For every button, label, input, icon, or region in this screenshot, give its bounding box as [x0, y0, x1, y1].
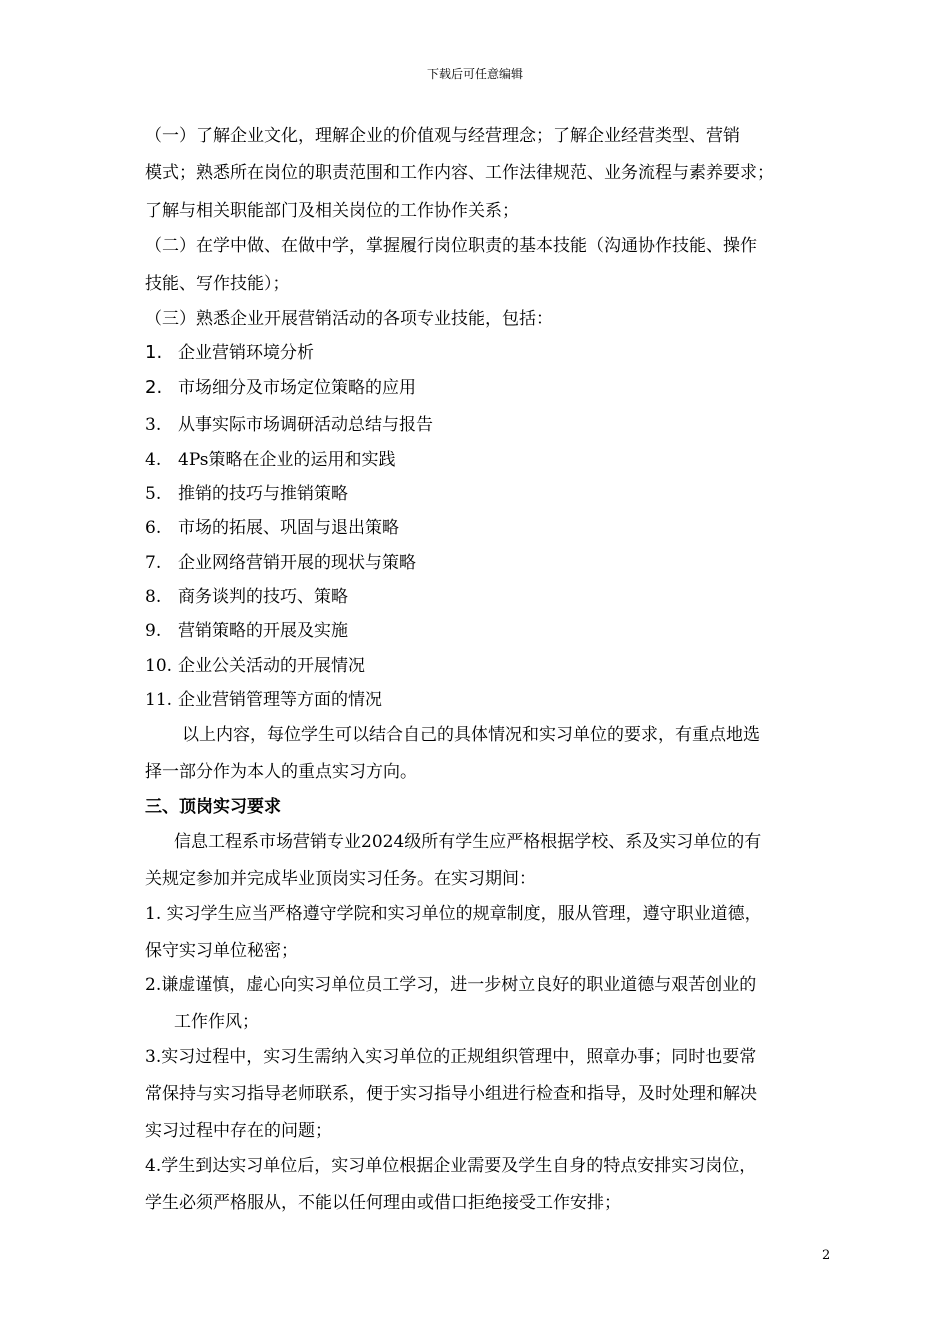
list-item-number: 11.	[145, 690, 173, 710]
rule-2-line-2: 工作作风；	[174, 1012, 259, 1032]
rule-4-line-2: 学生必须严格服从，不能以任何理由或借口拒绝接受工作安排；	[145, 1193, 621, 1213]
list-item	[145, 655, 365, 677]
paragraph-two-line-2: 技能、写作技能）；	[145, 274, 290, 294]
paragraph-one-line-1: （一）了解企业文化，理解企业的价值观与经营理念；了解企业经营类型、营销	[145, 126, 740, 146]
list-item-number: 10.	[145, 656, 173, 676]
list-item-text: 企业营销管理等方面的情况	[178, 690, 382, 710]
intro-line-2: 关规定参加并完成毕业顶岗实习任务。在实习期间：	[145, 869, 536, 889]
list-item-number: 7.	[145, 553, 162, 573]
page-number: 2	[822, 1248, 831, 1263]
list-item-text: 营销策略的开展及实施	[178, 621, 348, 641]
list-item-text: 企业网络营销开展的现状与策略	[178, 553, 416, 573]
list-item	[145, 342, 314, 364]
intro-line-1: 信息工程系市场营销专业2024级所有学生应严格根据学校、系及实习单位的有	[174, 832, 762, 852]
closing-line-2: 择一部分作为本人的重点实习方向。	[145, 762, 417, 782]
list-item-number: 3.	[145, 415, 162, 435]
closing-line-1: 以上内容，每位学生可以结合自己的具体情况和实习单位的要求，有重点地选	[182, 725, 760, 745]
paragraph-one-line-2: 模式；熟悉所在岗位的职责范围和工作内容、工作法律规范、业务流程与素养要求；	[145, 163, 774, 183]
list-item	[145, 586, 348, 608]
list-item-text: 推销的技巧与推销策略	[178, 484, 348, 504]
list-item-number: 6.	[145, 518, 162, 538]
list-item	[145, 552, 416, 574]
rule-3-line-2: 常保持与实习指导老师联系，便于实习指导小组进行检查和指导，及时处理和解决	[145, 1084, 757, 1104]
paragraph-three-line-1: （三）熟悉企业开展营销活动的各项专业技能，包括：	[145, 309, 553, 329]
list-item-text: 市场细分及市场定位策略的应用	[178, 378, 416, 398]
list-item	[145, 377, 416, 399]
list-item-number: 8.	[145, 587, 162, 607]
rule-3-line-1: 3.实习过程中，实习生需纳入实习单位的正规组织管理中，照章办事；同时也要常	[145, 1047, 757, 1067]
list-item-text: 市场的拓展、巩固与退出策略	[178, 518, 399, 538]
section-heading: 三、顶岗实习要求	[145, 797, 281, 817]
list-item-number: 5.	[145, 484, 162, 504]
list-item-text: 企业营销环境分析	[178, 343, 314, 363]
list-item	[145, 517, 399, 539]
list-item	[145, 483, 348, 505]
list-item-text: 4Ps策略在企业的运用和实践	[178, 450, 396, 470]
list-item-number: 9.	[145, 621, 162, 641]
list-item-text: 商务谈判的技巧、策略	[178, 587, 348, 607]
list-item	[145, 689, 382, 711]
list-item	[145, 449, 396, 471]
rule-1-line-1: 1. 实习学生应当严格遵守学院和实习单位的规章制度，服从管理，遵守职业道德，	[145, 904, 762, 924]
list-item-text: 企业公关活动的开展情况	[178, 656, 365, 676]
list-item-number: 1.	[145, 342, 163, 363]
list-item-text: 从事实际市场调研活动总结与报告	[178, 415, 433, 435]
list-item	[145, 620, 348, 642]
rule-3-line-3: 实习过程中存在的问题；	[145, 1121, 332, 1141]
list-item-number: 4.	[145, 450, 162, 470]
list-item-number: 2.	[145, 377, 163, 398]
page-header: 下载后可任意编辑	[426, 67, 523, 81]
rule-1-line-2: 保守实习单位秘密；	[145, 941, 298, 961]
paragraph-one-line-3: 了解与相关职能部门及相关岗位的工作协作关系；	[145, 201, 519, 221]
rule-4-line-1: 4.学生到达实习单位后，实习单位根据企业需要及学生自身的特点安排实习岗位，	[145, 1156, 757, 1176]
paragraph-two-line-1: （二）在学中做、在做中学，掌握履行岗位职责的基本技能（沟通协作技能、操作	[145, 236, 757, 256]
rule-2-line-1: 2.谦虚谨慎，虚心向实习单位员工学习，进一步树立良好的职业道德与艰苦创业的	[145, 975, 757, 995]
list-item	[145, 414, 433, 436]
